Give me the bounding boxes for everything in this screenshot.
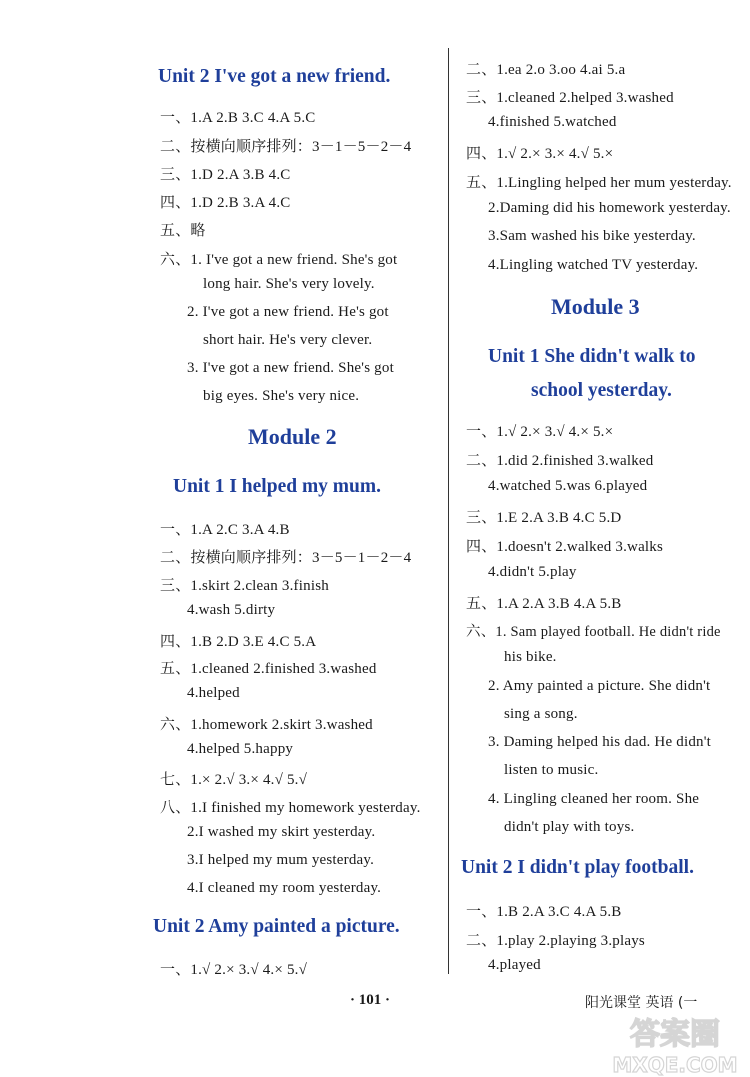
answer-line: 二、1.did 2.finished 3.walked [466, 453, 654, 469]
module-heading: Module 2 [248, 424, 337, 449]
answer-line: sing a song. [504, 706, 578, 722]
answer-line: 一、1.√ 2.× 3.√ 4.× 5.√ [160, 962, 308, 978]
answer-line: 五、略 [160, 223, 206, 239]
answer-line: 六、1.homework 2.skirt 3.washed [160, 717, 373, 733]
answer-line: 4.watched 5.was 6.played [488, 478, 648, 494]
answer-line: 2. I've got a new friend. He's got [187, 304, 389, 320]
answer-line: 八、1.I finished my homework yesterday. [160, 800, 421, 816]
column-divider [448, 48, 449, 974]
answer-line: his bike. [504, 649, 557, 665]
answer-line: 4. Lingling cleaned her room. She [488, 791, 700, 807]
unit-heading: Unit 2 Amy painted a picture. [153, 916, 400, 937]
answer-line: 2.I washed my skirt yesterday. [187, 824, 376, 840]
answer-line: didn't play with toys. [504, 819, 635, 835]
answer-line: 五、1.A 2.A 3.B 4.A 5.B [466, 596, 622, 612]
page-number: · 101 · [350, 992, 391, 1008]
answer-line: 七、1.× 2.√ 3.× 4.√ 5.√ [160, 772, 308, 788]
unit-heading: Unit 2 I've got a new friend. [158, 66, 391, 87]
unit-heading: Unit 1 She didn't walk to [488, 346, 696, 367]
answer-line: 二、1.play 2.playing 3.plays [466, 933, 645, 949]
answer-line: 4.I cleaned my room yesterday. [187, 880, 382, 896]
answer-line: 4.didn't 5.play [488, 564, 577, 580]
answer-line: 三、1.D 2.A 3.B 4.C [160, 167, 291, 183]
answer-line: 4.wash 5.dirty [187, 602, 276, 618]
module-heading: Module 3 [551, 294, 640, 319]
watermark-logo [600, 1012, 750, 1077]
answer-line: 4.finished 5.watched [488, 114, 617, 130]
answer-line: 四、1.doesn't 2.walked 3.walks [466, 539, 664, 555]
answer-line: 4.helped [187, 685, 240, 701]
answer-line: 四、1.B 2.D 3.E 4.C 5.A [160, 634, 317, 650]
answer-line: 二、按横向顺序排列：3－5－1－2－4 [160, 550, 412, 566]
answer-line: 3. I've got a new friend. She's got [187, 360, 394, 376]
answer-line: 二、1.ea 2.o 3.oo 4.ai 5.a [466, 62, 626, 78]
answer-line: 一、1.A 2.C 3.A 4.B [160, 522, 290, 538]
answer-line: short hair. He's very clever. [203, 332, 373, 348]
watermark-text-bottom: MXQE.COM [612, 1053, 738, 1077]
answer-line: long hair. She's very lovely. [203, 276, 375, 292]
answer-line: 三、1.cleaned 2.helped 3.washed [466, 90, 674, 106]
answer-line: 六、1. Sam played football. He didn't ride [466, 624, 721, 640]
answer-line: 4.played [488, 957, 541, 973]
unit-heading: Unit 1 I helped my mum. [173, 476, 382, 497]
answer-line: 4.helped 5.happy [187, 741, 294, 757]
answer-line: 五、1.Lingling helped her mum yesterday. [466, 175, 732, 191]
unit-heading-continued: school yesterday. [531, 380, 672, 401]
answer-line: big eyes. She's very nice. [203, 388, 360, 404]
answer-line: 四、1.D 2.B 3.A 4.C [160, 195, 291, 211]
answer-line: 一、1.B 2.A 3.C 4.A 5.B [466, 904, 622, 920]
answer-line: 2. Amy painted a picture. She didn't [488, 678, 711, 694]
answer-line: 六、1. I've got a new friend. She's got [160, 252, 398, 268]
answer-line: 二、按横向顺序排列：3－1－5－2－4 [160, 139, 412, 155]
answer-line: 四、1.√ 2.× 3.× 4.√ 5.× [466, 146, 614, 162]
answer-line: 三、1.E 2.A 3.B 4.C 5.D [466, 510, 622, 526]
book-title: 阳光课堂 英语 (一 [585, 995, 698, 1011]
watermark-text-top: 答案圈 [630, 1017, 720, 1052]
answer-line: 一、1.A 2.B 3.C 4.A 5.C [160, 110, 316, 126]
answer-line: listen to music. [504, 762, 599, 778]
answer-line: 3.Sam washed his bike yesterday. [488, 228, 696, 244]
answer-line: 4.Lingling watched TV yesterday. [488, 257, 699, 273]
answer-line: 3.I helped my mum yesterday. [187, 852, 375, 868]
unit-heading: Unit 2 I didn't play football. [461, 857, 694, 878]
answer-line: 三、1.skirt 2.clean 3.finish [160, 578, 329, 594]
answer-line: 五、1.cleaned 2.finished 3.washed [160, 661, 377, 677]
answer-line: 3. Daming helped his dad. He didn't [488, 734, 711, 750]
answer-line: 一、1.√ 2.× 3.√ 4.× 5.× [466, 424, 614, 440]
answer-line: 2.Daming did his homework yesterday. [488, 200, 731, 216]
